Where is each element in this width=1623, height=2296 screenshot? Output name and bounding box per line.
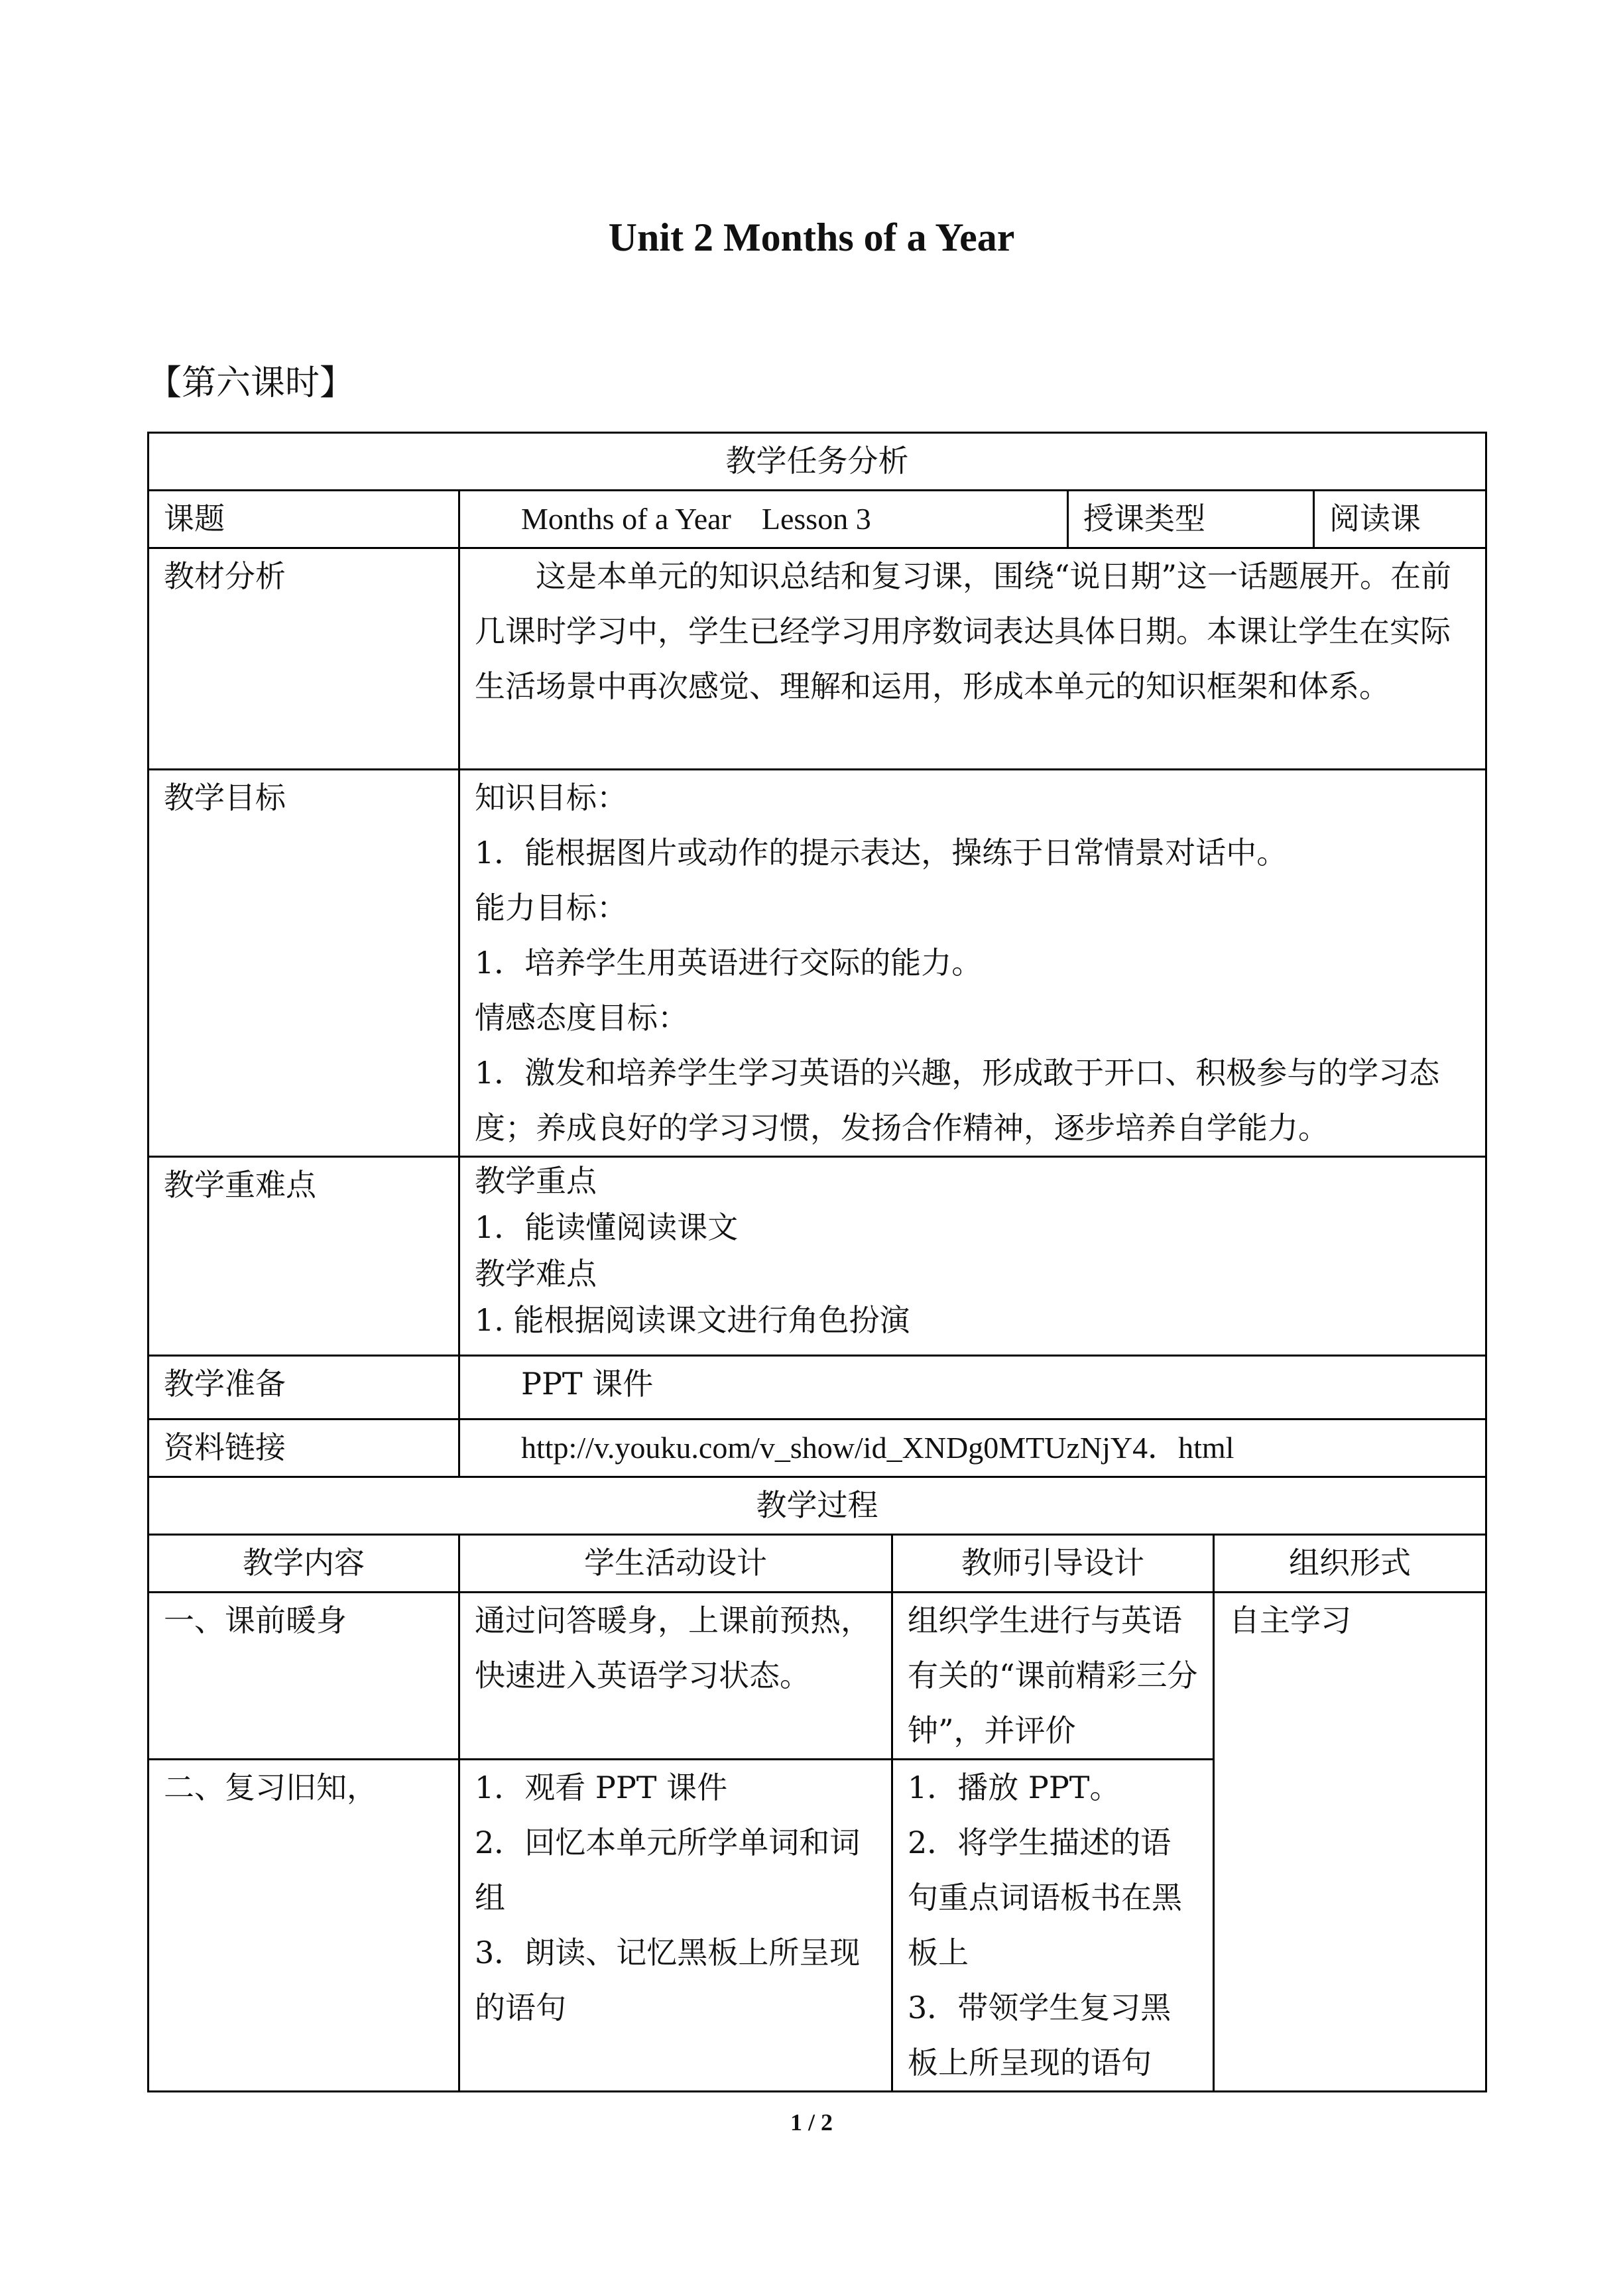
- type-value: 阅读课: [1314, 491, 1486, 548]
- focus-label: 教学重难点: [149, 1157, 459, 1356]
- focus-key-1: 1．能读懂阅读课文: [475, 1209, 739, 1245]
- document-title: Unit 2 Months of a Year: [608, 215, 1015, 259]
- row-content: 一、课前暖身: [149, 1593, 459, 1760]
- focus-difficulty-heading: 教学难点: [475, 1256, 597, 1292]
- lesson-plan-table: [147, 432, 1487, 2092]
- column-header-content: 教学内容: [149, 1535, 459, 1593]
- goal-heading-ability: 能力目标：: [475, 890, 627, 926]
- goal-knowledge-1: 1．能根据图片或动作的提示表达，操练于日常情景对话中。: [475, 835, 1288, 871]
- student-step-2: 2．回忆本单元所学单词和词组: [475, 1825, 861, 1915]
- goals-row: [149, 770, 1486, 1157]
- prep-value: PPT 课件: [459, 1356, 1486, 1420]
- row-teacher-guide: 组织学生进行与英语有关的“课前精彩三分钟”，并评价: [892, 1593, 1214, 1760]
- column-header-student: 学生活动设计: [459, 1535, 892, 1593]
- goal-emotion-1: 1．激发和培养学生学习英语的兴趣，形成敢于开口、积极参与的学习态度；养成良好的学习习惯，发扬合作精神，逐步培养自学能力。: [475, 1055, 1440, 1146]
- analysis-header-row: [149, 433, 1486, 491]
- row-content: 二、复习旧知，: [149, 1760, 459, 2092]
- goals-label: 教学目标: [149, 770, 459, 1157]
- material-label: 教材分析: [149, 548, 459, 770]
- topic-label: 课题: [149, 491, 459, 548]
- goal-heading-emotion: 情感态度目标：: [475, 1000, 688, 1036]
- teacher-step-3: 3．带领学生复习黑板上所呈现的语句: [908, 1990, 1172, 2081]
- material-text: 这是本单元的知识总结和复习课，围绕“说日期”这一话题展开。在前几课时学习中，学生已经学习用序数词表达具体日期。本课让学生在实际生活场景中再次感觉、理解和运用，形成本单元的知识框架和体系。: [475, 558, 1452, 704]
- teacher-step-1: 1．播放 PPT。: [908, 1770, 1120, 1805]
- process-row-warmup: [149, 1593, 1486, 1760]
- process-header: 教学过程: [149, 1477, 1486, 1535]
- resource-link[interactable]: http://v.youku.com/v_show/id_XNDg0MTUzNjY4．html: [459, 1420, 1486, 1477]
- row-student-activity: [459, 1760, 892, 2092]
- goal-ability-1: 1．培养学生用英语进行交际的能力。: [475, 945, 983, 981]
- focus-cell: [459, 1157, 1486, 1356]
- process-header-row: [149, 1477, 1486, 1535]
- type-label: 授课类型: [1068, 491, 1314, 548]
- topic-value: Months of a Year Lesson 3: [459, 491, 1068, 548]
- material-row: [149, 548, 1486, 770]
- row-student-activity: 通过问答暖身，上课前预热，快速进入英语学习状态。: [459, 1593, 892, 1760]
- goal-heading-knowledge: 知识目标：: [475, 780, 627, 816]
- student-step-1: 1．观看 PPT 课件: [475, 1770, 728, 1805]
- student-step-3: 3．朗读、记忆黑板上所呈现的语句: [475, 1935, 861, 2025]
- focus-row: [149, 1157, 1486, 1356]
- focus-key-heading: 教学重点: [475, 1163, 597, 1199]
- session-label: 【第六课时】: [147, 363, 355, 403]
- link-label: 资料链接: [149, 1420, 459, 1477]
- column-header-teacher: 教师引导设计: [892, 1535, 1214, 1593]
- analysis-header: 教学任务分析: [149, 433, 1486, 491]
- prep-row: [149, 1356, 1486, 1420]
- focus-difficulty-1: 1. 能根据阅读课文进行角色扮演: [475, 1302, 910, 1338]
- teacher-step-2: 2．将学生描述的语句重点词语板书在黑板上: [908, 1825, 1182, 1970]
- topic-row: [149, 491, 1486, 548]
- link-row: [149, 1420, 1486, 1477]
- row-organization-form: 自主学习: [1214, 1593, 1486, 2092]
- column-header-form: 组织形式: [1214, 1535, 1486, 1593]
- prep-label: 教学准备: [149, 1356, 459, 1420]
- row-teacher-guide: [892, 1760, 1214, 2092]
- goals-cell: [459, 770, 1486, 1157]
- page-number: 1 / 2: [790, 2109, 833, 2136]
- process-columns-row: [149, 1535, 1486, 1593]
